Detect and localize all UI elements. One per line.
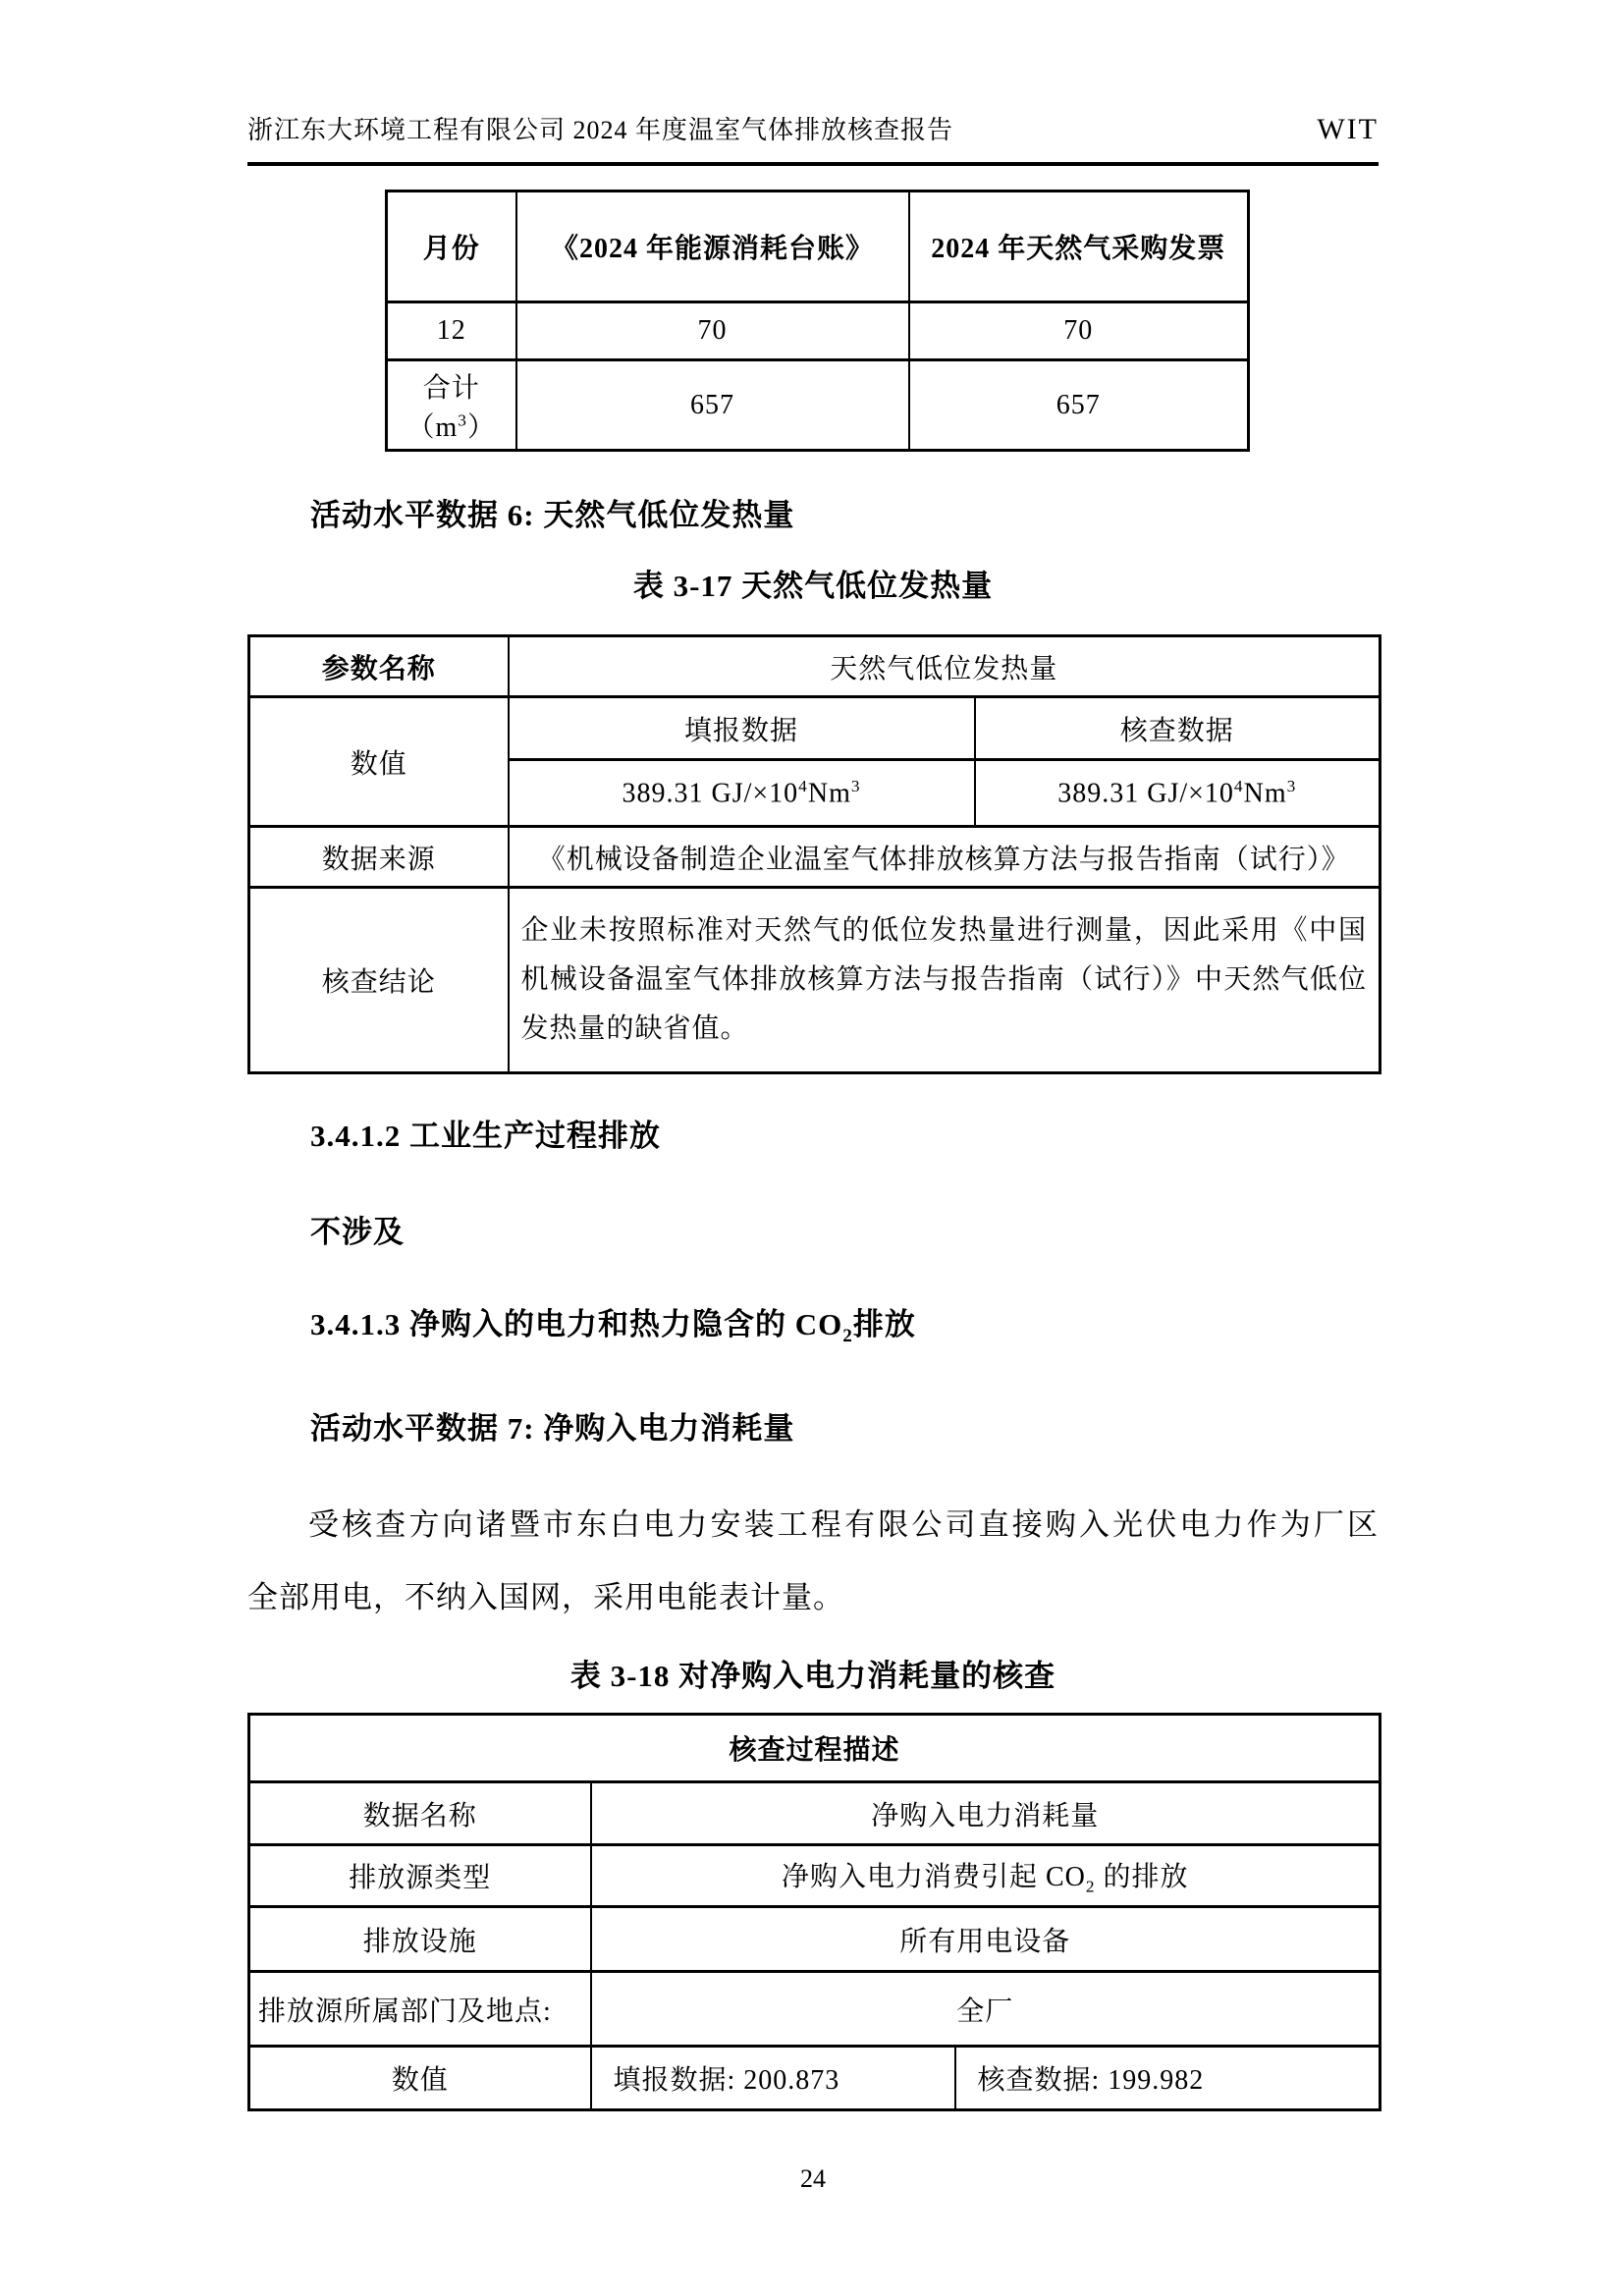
param-name-value: 天然气低位发热量 — [509, 636, 1380, 697]
col-header-month: 月份 — [387, 191, 516, 302]
value-header-row — [249, 697, 1380, 760]
source-type-value: 净购入电力消费引起 $CO_2$ 的排放 — [591, 1845, 1380, 1907]
verified-data-header: 核查数据 — [975, 697, 1380, 760]
data-name-label: 数据名称 — [249, 1782, 591, 1845]
table-row-total — [387, 360, 1249, 451]
conclusion-value: 企业未按照标准对天然气的低位发热量进行测量，因此采用《中国机械设备温室气体排放核算方法与报告指南（试行）》中天然气低位发热量的缺省值。 — [509, 888, 1380, 1073]
facility-row — [249, 1907, 1380, 1972]
data-name-row — [249, 1782, 1380, 1845]
department-value: 全厂 — [591, 1972, 1380, 2047]
conclusion-label: 核查结论 — [249, 888, 509, 1073]
reported-heat-value: 389.31 $GJ/\times 10^4Nm^3$ — [509, 760, 975, 827]
heading-activity-data-6: 活动水平数据 6: 天然气低位发热量 — [310, 498, 795, 532]
paragraph-line-1: 受核查方向诸暨市东白电力安装工程有限公司直接购入光伏电力作为厂区 — [308, 1507, 1379, 1543]
heading-3-4-1-3: 3.4.1.3 净购入的电力和热力隐含的 $CO_2$排放 — [310, 1307, 916, 1347]
page-header — [247, 110, 1379, 166]
conclusion-row — [249, 888, 1380, 1073]
value-label: 数值 — [249, 697, 509, 827]
col-header-ledger: 《2024 年能源消耗台账》 — [516, 191, 909, 302]
table-row-december — [387, 302, 1249, 360]
process-desc-header-row — [249, 1715, 1380, 1782]
total-label-text: 合计 — [422, 372, 480, 404]
reported-data-header: 填报数据 — [509, 697, 975, 760]
heading-3-4-1-2: 3.4.1.2 工业生产过程排放 — [310, 1119, 661, 1153]
verified-heat-value: 389.31 $GJ/\times 10^4Nm^3$ — [975, 760, 1380, 827]
facility-label: 排放设施 — [249, 1907, 591, 1972]
gas-consumption-table — [385, 190, 1250, 452]
col-header-invoice: 2024 年天然气采购发票 — [909, 191, 1249, 302]
cell-ledger-value: 70 — [516, 302, 909, 360]
header-title: 浙江东大环境工程有限公司 2024 年度温室气体排放核查报告 — [247, 116, 954, 144]
table-3-17-caption: 表 3-17 天然气低位发热量 — [632, 569, 994, 603]
table-3-17 — [247, 634, 1381, 1074]
total-unit: $(m^3)$ — [406, 410, 496, 443]
cell-invoice-value: 70 — [909, 302, 1249, 360]
heading-activity-data-7: 活动水平数据 7: 净购入电力消耗量 — [310, 1411, 795, 1447]
cell-total-label — [387, 360, 516, 451]
process-desc-header: 核查过程描述 — [249, 1715, 1380, 1782]
table-3-18 — [247, 1713, 1381, 2111]
table-header-row — [387, 191, 1249, 302]
not-involved-text: 不涉及 — [310, 1215, 405, 1249]
param-name-row — [249, 636, 1380, 697]
source-type-label: 排放源类型 — [249, 1845, 591, 1907]
body-paragraph — [247, 1489, 1379, 1634]
page-number: 24 — [800, 2164, 826, 2194]
data-source-value: 《机械设备制造企业温室气体排放核算方法与报告指南（试行）》 — [509, 827, 1380, 888]
data-name-value: 净购入电力消耗量 — [591, 1782, 1380, 1845]
department-row — [249, 1972, 1380, 2047]
source-type-row — [249, 1845, 1380, 1907]
data-source-label: 数据来源 — [249, 827, 509, 888]
facility-value: 所有用电设备 — [591, 1907, 1380, 1972]
verified-electricity-value: 核查数据: 199.982 — [955, 2047, 1380, 2110]
numeric-value-label: 数值 — [249, 2047, 591, 2110]
table-3-18-caption: 表 3-18 对净购入电力消耗量的核查 — [569, 1659, 1056, 1694]
param-name-label: 参数名称 — [249, 636, 509, 697]
numeric-value-row — [249, 2047, 1380, 2110]
cell-total-invoice: 657 — [909, 360, 1249, 451]
paragraph-line-2: 全部用电，不纳入国网，采用电能表计量。 — [247, 1580, 844, 1615]
header-watermark: WIT — [1317, 113, 1379, 145]
cell-total-ledger: 657 — [516, 360, 909, 451]
cell-month: 12 — [387, 302, 516, 360]
data-source-row — [249, 827, 1380, 888]
reported-electricity-value: 填报数据: 200.873 — [591, 2047, 955, 2110]
department-label: 排放源所属部门及地点: — [249, 1972, 591, 2047]
